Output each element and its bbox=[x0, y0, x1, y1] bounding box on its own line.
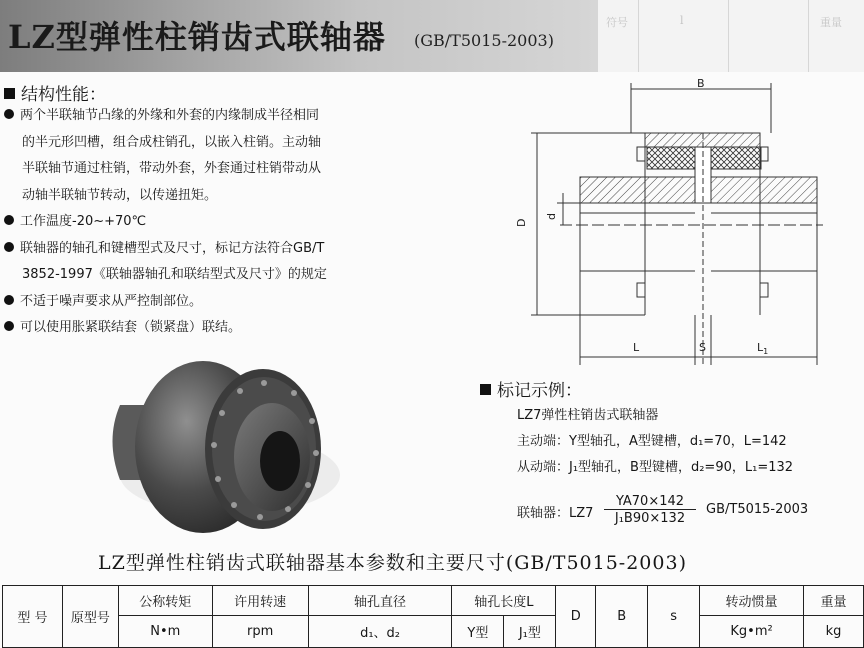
shaft-bore bbox=[260, 431, 300, 491]
header-inertia-unit: Kg•m² bbox=[700, 616, 804, 648]
feature-item: 联轴器的轴孔和键槽型式及尺寸，标记方法符合GB/T bbox=[4, 236, 327, 263]
header-b: B bbox=[596, 586, 648, 648]
table-title: LZ型弹性柱销齿式联轴器基本参数和主要尺寸(GB/T5015-2003) bbox=[98, 552, 687, 574]
label-s: S bbox=[699, 341, 706, 354]
marking-label: 联轴器：LZ7 bbox=[517, 506, 594, 521]
bullet-icon bbox=[4, 321, 14, 331]
bullet-icon bbox=[4, 242, 14, 252]
bullet-icon bbox=[4, 295, 14, 305]
page-title: LZ型弹性柱销齿式联轴器 bbox=[8, 18, 386, 56]
header-speed: 许用转速 bbox=[212, 586, 308, 616]
header-bore: 轴孔直径 bbox=[308, 586, 452, 616]
header-j1-type: J₁型 bbox=[504, 616, 556, 648]
ghost-cell: l bbox=[680, 14, 684, 27]
adjacent-table-fragment bbox=[598, 0, 864, 72]
header-inertia: 转动惯量 bbox=[700, 586, 804, 616]
bullet-icon bbox=[4, 109, 14, 119]
label-b: B bbox=[697, 77, 705, 90]
parameter-table bbox=[2, 585, 864, 648]
bullet-icon bbox=[4, 215, 14, 225]
label-l: L bbox=[633, 341, 640, 354]
header-s: s bbox=[648, 586, 700, 648]
header-bore-unit: d₁、d₂ bbox=[308, 616, 452, 648]
feature-line: 3852-1997《联轴器轴孔和联结型式及尺寸》的规定 bbox=[22, 267, 327, 282]
feature-line: 的半元形凹槽，组合成柱销孔，以嵌入柱销。主动轴 bbox=[22, 134, 322, 150]
marking-driven: 从动端：J₁型轴孔，B型键槽，d₂=90，L₁=132 bbox=[517, 460, 794, 475]
feature-item: 可以使用胀紧联结套（锁紧盘）联结。 bbox=[4, 315, 327, 342]
square-bullet-icon bbox=[480, 384, 491, 395]
left-hub-section bbox=[580, 177, 695, 203]
right-hub-section bbox=[711, 177, 817, 203]
marking-standard: GB/T5015-2003 bbox=[706, 502, 809, 517]
coupling-photo bbox=[80, 345, 340, 540]
feature-line: 半联轴节通过柱销，带动外套，外套通过柱销带动从 bbox=[22, 161, 322, 176]
header-weight: 重量 bbox=[804, 586, 864, 616]
feature-item: 工作温度-20~+70℃ bbox=[4, 209, 327, 236]
pin-zone-right bbox=[709, 147, 761, 169]
header-speed-unit: rpm bbox=[212, 616, 308, 648]
header-d: D bbox=[556, 586, 596, 648]
feature-item: 不适于噪声要求从严控制部位。 bbox=[4, 289, 327, 316]
header-weight-unit: kg bbox=[804, 616, 864, 648]
header-old-model: 原型号 bbox=[62, 586, 118, 648]
header-torque: 公称转矩 bbox=[118, 586, 212, 616]
features-heading: 结构性能： bbox=[4, 80, 106, 105]
header-bore-length: 轴孔长度L bbox=[452, 586, 556, 616]
ghost-cell: 重量 bbox=[820, 16, 842, 29]
features-list bbox=[4, 103, 327, 342]
marking-name: LZ7弹性柱销齿式联轴器 bbox=[517, 408, 659, 423]
label-l1: $L_1$ bbox=[757, 341, 769, 356]
title-standard: (GB/T5015-2003) bbox=[414, 31, 554, 50]
square-bullet-icon bbox=[4, 88, 15, 99]
header-model: 型 号 bbox=[3, 586, 63, 648]
marking-heading: 标记示例： bbox=[480, 376, 582, 401]
ghost-cell: 符号 bbox=[606, 16, 628, 29]
feature-line: 动轴半联轴节转动，以传递扭矩。 bbox=[22, 187, 218, 203]
label-d-bore: d bbox=[545, 213, 558, 220]
feature-item: 两个半联轴节凸缘的外缘和外套的内缘制成半径相同 bbox=[4, 103, 327, 130]
label-d-outer: D bbox=[515, 218, 528, 227]
coupling-drawing bbox=[505, 75, 825, 375]
header-y-type: Y型 bbox=[452, 616, 504, 648]
marking-fraction-bottom: J₁B90×132 bbox=[614, 511, 686, 526]
header-torque-unit: N•m bbox=[118, 616, 212, 648]
marking-driver: 主动端：Y型轴孔，A型键槽，d₁=70，L=142 bbox=[517, 434, 787, 449]
marking-fraction-top: YA70×142 bbox=[604, 494, 696, 510]
